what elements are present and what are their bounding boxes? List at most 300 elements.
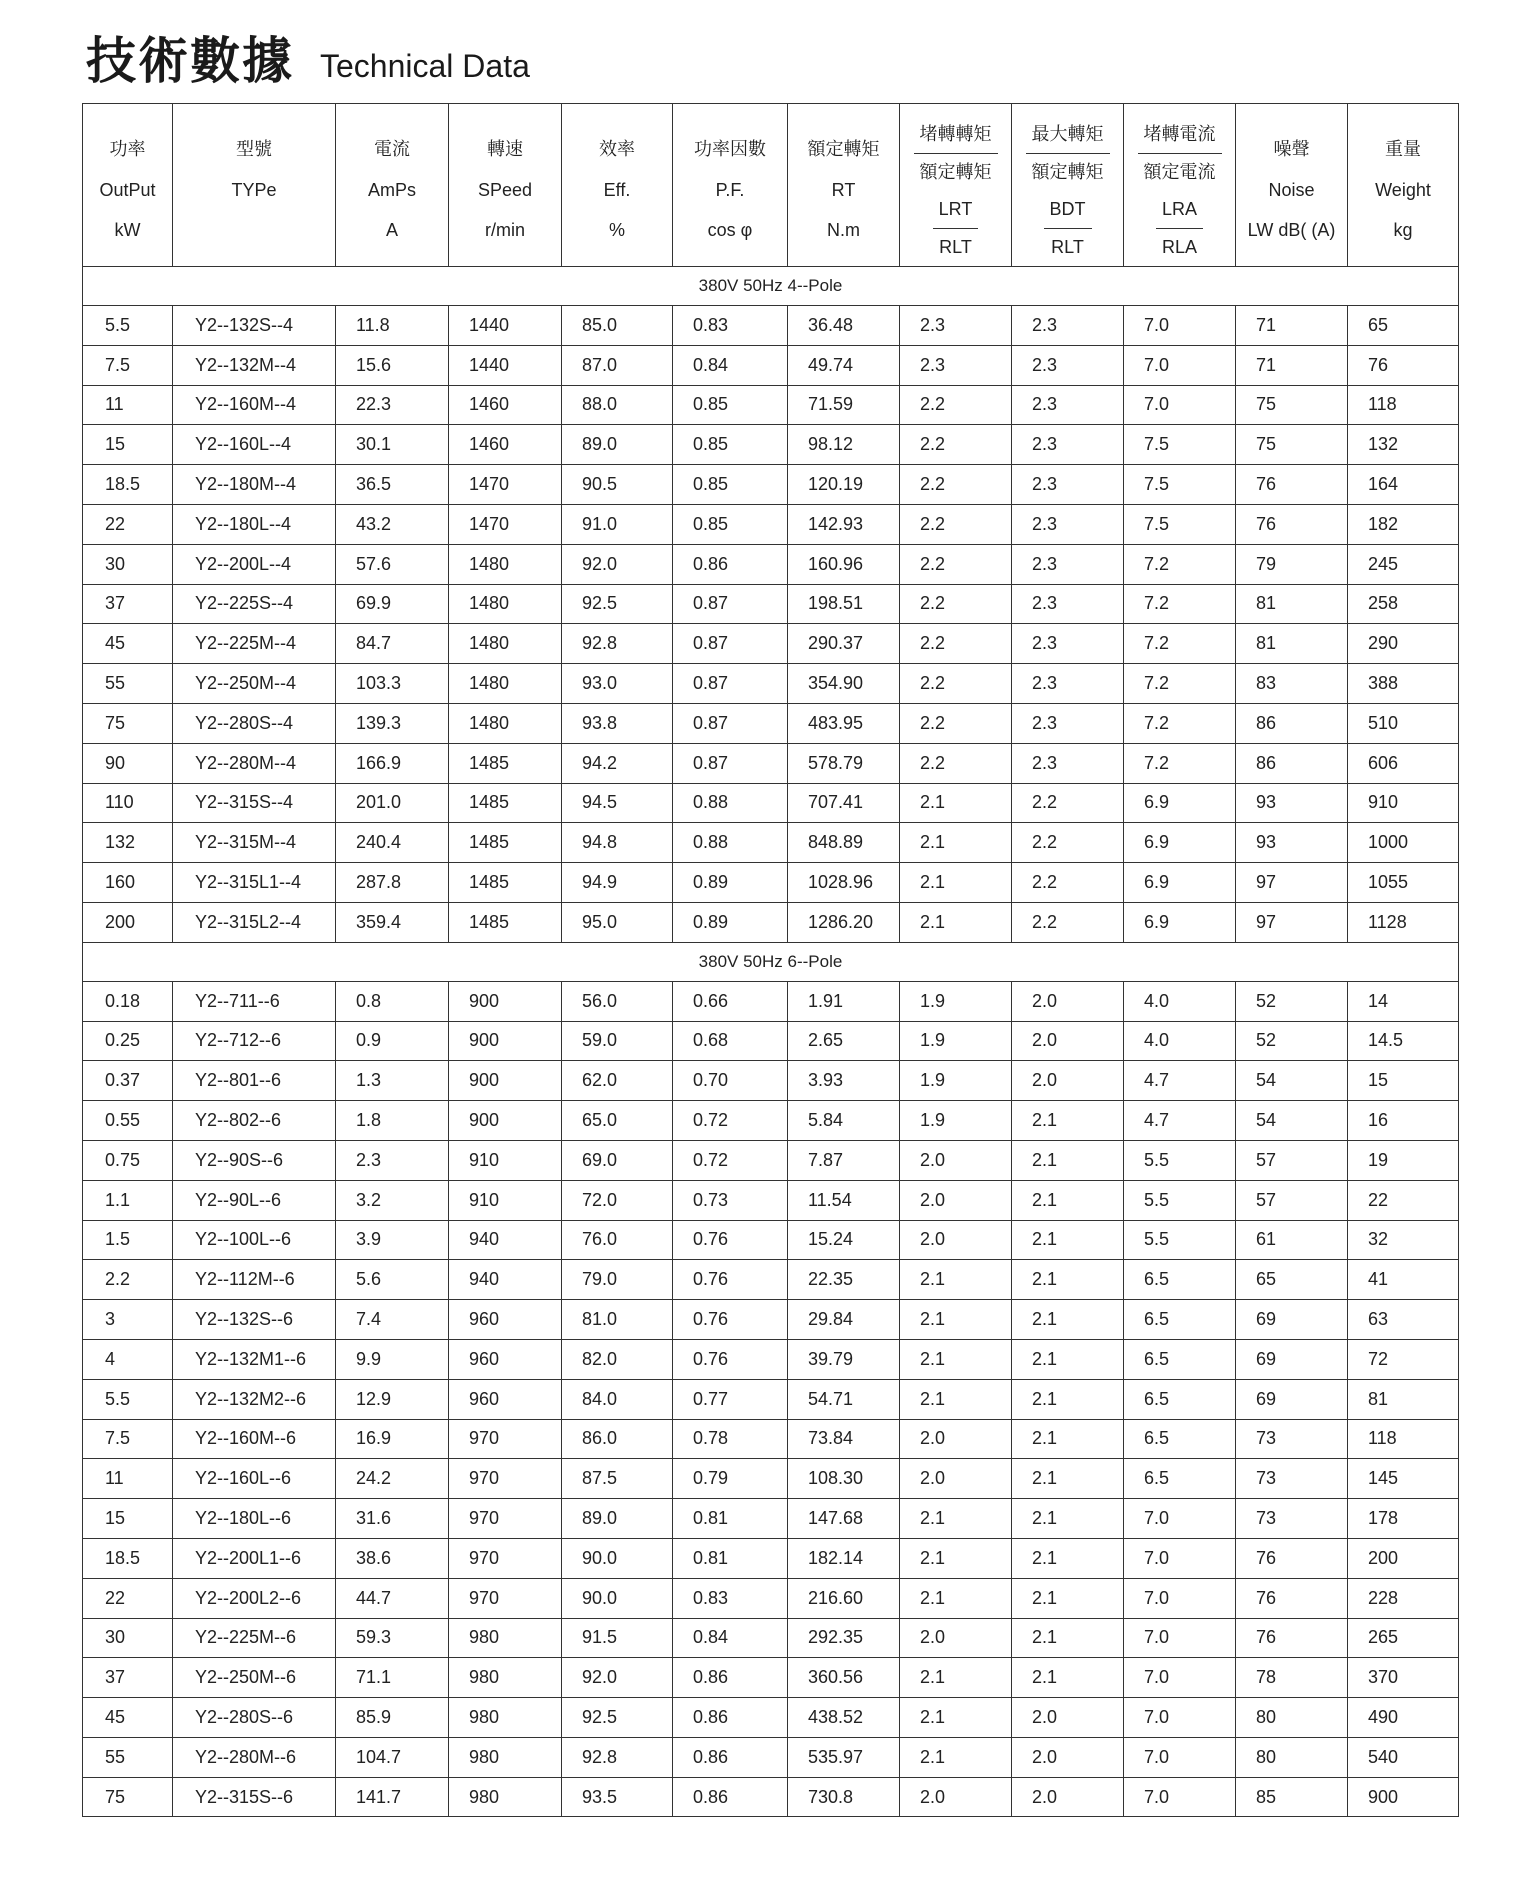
cell-rt: 39.79 [788, 1339, 900, 1379]
cell-speed: 1440 [449, 306, 562, 346]
cell-amps: 24.2 [336, 1459, 449, 1499]
cell-lra-rla: 4.0 [1124, 981, 1236, 1021]
cell-bdt-rlt: 2.1 [1012, 1499, 1124, 1539]
cell-eff: 82.0 [562, 1339, 673, 1379]
cell-amps: 1.8 [336, 1101, 449, 1141]
cell-lrt-rlt: 2.1 [900, 1578, 1012, 1618]
cell-pf: 0.86 [673, 544, 788, 584]
cell-speed: 980 [449, 1777, 562, 1817]
cell-rt: 22.35 [788, 1260, 900, 1300]
cell-rt: 483.95 [788, 703, 900, 743]
cell-pf: 0.87 [673, 584, 788, 624]
cell-type: Y2--112M--6 [173, 1260, 336, 1300]
cell-pf: 0.84 [673, 1618, 788, 1658]
cell-weight: 370 [1348, 1658, 1459, 1698]
header-line: 功率 [109, 139, 146, 160]
cell-bdt-rlt: 2.1 [1012, 1101, 1124, 1141]
cell-rt: 360.56 [788, 1658, 900, 1698]
cell-amps: 0.8 [336, 981, 449, 1021]
header-line: 重量 [1385, 139, 1421, 160]
cell-output: 22 [83, 1578, 173, 1618]
cell-noise: 93 [1236, 823, 1348, 863]
table-row [83, 823, 1459, 863]
cell-rt: 142.93 [788, 504, 900, 544]
cell-lrt-rlt: 2.2 [900, 624, 1012, 664]
cell-rt: 290.37 [788, 624, 900, 664]
header-line: RT [831, 180, 856, 200]
cell-pf: 0.70 [673, 1061, 788, 1101]
cell-type: Y2--200L--4 [173, 544, 336, 584]
cell-pf: 0.88 [673, 823, 788, 863]
cell-eff: 91.0 [562, 504, 673, 544]
cell-noise: 97 [1236, 863, 1348, 903]
header-line: LRT [933, 191, 979, 229]
cell-weight: 72 [1348, 1339, 1459, 1379]
cell-pf: 0.85 [673, 385, 788, 425]
cell-speed: 980 [449, 1737, 562, 1777]
cell-speed: 1480 [449, 664, 562, 704]
header-line: 噪聲 [1273, 139, 1310, 160]
cell-noise: 83 [1236, 664, 1348, 704]
cell-amps: 1.3 [336, 1061, 449, 1101]
cell-rt: 11.54 [788, 1180, 900, 1220]
cell-lra-rla: 7.0 [1124, 1538, 1236, 1578]
cell-amps: 59.3 [336, 1618, 449, 1658]
cell-eff: 72.0 [562, 1180, 673, 1220]
header-line: 額定轉矩 [1031, 162, 1104, 183]
cell-lra-rla: 7.2 [1124, 544, 1236, 584]
header-rt [788, 104, 900, 267]
cell-amps: 43.2 [336, 504, 449, 544]
header-weight [1348, 104, 1459, 267]
cell-eff: 92.8 [562, 624, 673, 664]
cell-speed: 1485 [449, 783, 562, 823]
cell-rt: 1028.96 [788, 863, 900, 903]
cell-rt: 730.8 [788, 1777, 900, 1817]
cell-bdt-rlt: 2.0 [1012, 1737, 1124, 1777]
cell-amps: 359.4 [336, 902, 449, 942]
header-type [173, 104, 336, 267]
cell-type: Y2--280M--4 [173, 743, 336, 783]
header-speed [449, 104, 562, 267]
table-row [83, 783, 1459, 823]
cell-type: Y2--200L1--6 [173, 1538, 336, 1578]
cell-noise: 65 [1236, 1260, 1348, 1300]
cell-weight: 118 [1348, 1419, 1459, 1459]
cell-amps: 240.4 [336, 823, 449, 863]
table-row [83, 1300, 1459, 1340]
cell-eff: 85.0 [562, 306, 673, 346]
cell-output: 18.5 [83, 465, 173, 505]
cell-noise: 69 [1236, 1300, 1348, 1340]
cell-speed: 910 [449, 1180, 562, 1220]
header-line: 堵轉電流 [1138, 116, 1222, 154]
header-line: cos φ [707, 220, 753, 240]
cell-pf: 0.77 [673, 1379, 788, 1419]
table-row [83, 1180, 1459, 1220]
cell-lra-rla: 7.0 [1124, 1658, 1236, 1698]
cell-pf: 0.86 [673, 1658, 788, 1698]
cell-weight: 63 [1348, 1300, 1459, 1340]
cell-speed: 970 [449, 1578, 562, 1618]
header-lrt-rlt [900, 104, 1012, 267]
cell-speed: 1480 [449, 624, 562, 664]
cell-rt: 535.97 [788, 1737, 900, 1777]
cell-lra-rla: 7.5 [1124, 465, 1236, 505]
cell-lrt-rlt: 2.0 [900, 1777, 1012, 1817]
cell-bdt-rlt: 2.1 [1012, 1339, 1124, 1379]
table-row [83, 863, 1459, 903]
cell-bdt-rlt: 2.1 [1012, 1140, 1124, 1180]
cell-noise: 71 [1236, 306, 1348, 346]
cell-bdt-rlt: 2.3 [1012, 385, 1124, 425]
cell-bdt-rlt: 2.2 [1012, 902, 1124, 942]
cell-eff: 94.2 [562, 743, 673, 783]
title-english: Technical Data [320, 48, 530, 84]
header-line: 額定電流 [1143, 162, 1216, 183]
table-row [83, 981, 1459, 1021]
cell-type: Y2--160M--4 [173, 385, 336, 425]
cell-output: 7.5 [83, 345, 173, 385]
cell-noise: 54 [1236, 1061, 1348, 1101]
cell-type: Y2--90S--6 [173, 1140, 336, 1180]
cell-lrt-rlt: 2.1 [900, 783, 1012, 823]
cell-lra-rla: 7.2 [1124, 743, 1236, 783]
cell-rt: 5.84 [788, 1101, 900, 1141]
cell-pf: 0.88 [673, 783, 788, 823]
cell-pf: 0.76 [673, 1339, 788, 1379]
cell-amps: 12.9 [336, 1379, 449, 1419]
header-line: Eff. [603, 180, 631, 200]
cell-noise: 73 [1236, 1459, 1348, 1499]
cell-amps: 3.2 [336, 1180, 449, 1220]
cell-type: Y2--225M--6 [173, 1618, 336, 1658]
cell-rt: 182.14 [788, 1538, 900, 1578]
cell-lrt-rlt: 2.2 [900, 425, 1012, 465]
cell-lrt-rlt: 2.1 [900, 1737, 1012, 1777]
cell-lra-rla: 4.0 [1124, 1021, 1236, 1061]
cell-lra-rla: 5.5 [1124, 1180, 1236, 1220]
cell-output: 4 [83, 1339, 173, 1379]
cell-lrt-rlt: 2.0 [900, 1180, 1012, 1220]
cell-type: Y2--90L--6 [173, 1180, 336, 1220]
cell-amps: 201.0 [336, 783, 449, 823]
cell-noise: 85 [1236, 1777, 1348, 1817]
cell-pf: 0.87 [673, 624, 788, 664]
header-bdt-rlt [1012, 104, 1124, 267]
cell-type: Y2--160M--6 [173, 1419, 336, 1459]
table-row [83, 1737, 1459, 1777]
cell-lrt-rlt: 2.1 [900, 1538, 1012, 1578]
cell-eff: 76.0 [562, 1220, 673, 1260]
cell-eff: 65.0 [562, 1101, 673, 1141]
cell-pf: 0.86 [673, 1737, 788, 1777]
table-row [83, 1101, 1459, 1141]
cell-rt: 98.12 [788, 425, 900, 465]
cell-amps: 166.9 [336, 743, 449, 783]
header-noise [1236, 104, 1348, 267]
cell-type: Y2--315S--6 [173, 1777, 336, 1817]
cell-amps: 57.6 [336, 544, 449, 584]
cell-noise: 57 [1236, 1140, 1348, 1180]
cell-weight: 1055 [1348, 863, 1459, 903]
cell-type: Y2--315M--4 [173, 823, 336, 863]
cell-pf: 0.72 [673, 1140, 788, 1180]
cell-amps: 84.7 [336, 624, 449, 664]
header-line: RLT [1051, 237, 1084, 257]
cell-speed: 1480 [449, 703, 562, 743]
cell-pf: 0.87 [673, 703, 788, 743]
cell-weight: 490 [1348, 1698, 1459, 1738]
cell-rt: 120.19 [788, 465, 900, 505]
header-amps [336, 104, 449, 267]
cell-output: 3 [83, 1300, 173, 1340]
cell-output: 0.18 [83, 981, 173, 1021]
cell-eff: 69.0 [562, 1140, 673, 1180]
section-label: 380V 50Hz 4--Pole [83, 267, 1459, 306]
cell-bdt-rlt: 2.3 [1012, 584, 1124, 624]
cell-noise: 54 [1236, 1101, 1348, 1141]
cell-type: Y2--225M--4 [173, 624, 336, 664]
cell-speed: 980 [449, 1618, 562, 1658]
cell-lra-rla: 6.9 [1124, 823, 1236, 863]
cell-output: 37 [83, 1658, 173, 1698]
cell-lrt-rlt: 1.9 [900, 1021, 1012, 1061]
cell-lra-rla: 7.2 [1124, 664, 1236, 704]
cell-speed: 900 [449, 1021, 562, 1061]
cell-lra-rla: 4.7 [1124, 1061, 1236, 1101]
cell-pf: 0.78 [673, 1419, 788, 1459]
cell-weight: 14 [1348, 981, 1459, 1021]
table-row [83, 1777, 1459, 1817]
cell-rt: 73.84 [788, 1419, 900, 1459]
table-row [83, 345, 1459, 385]
table-row [83, 1698, 1459, 1738]
cell-lra-rla: 6.9 [1124, 902, 1236, 942]
cell-bdt-rlt: 2.1 [1012, 1379, 1124, 1419]
cell-weight: 258 [1348, 584, 1459, 624]
cell-speed: 980 [449, 1658, 562, 1698]
cell-bdt-rlt: 2.0 [1012, 981, 1124, 1021]
cell-output: 15 [83, 425, 173, 465]
cell-eff: 93.8 [562, 703, 673, 743]
cell-amps: 0.9 [336, 1021, 449, 1061]
cell-noise: 76 [1236, 465, 1348, 505]
cell-speed: 970 [449, 1499, 562, 1539]
table-row [83, 743, 1459, 783]
header-line: Weight [1375, 180, 1431, 200]
cell-rt: 71.59 [788, 385, 900, 425]
header-line [251, 210, 256, 250]
cell-amps: 104.7 [336, 1737, 449, 1777]
cell-lrt-rlt: 2.0 [900, 1419, 1012, 1459]
cell-speed: 970 [449, 1419, 562, 1459]
cell-rt: 354.90 [788, 664, 900, 704]
table-row [83, 1339, 1459, 1379]
cell-output: 15 [83, 1499, 173, 1539]
cell-weight: 200 [1348, 1538, 1459, 1578]
cell-lrt-rlt: 2.2 [900, 465, 1012, 505]
cell-lra-rla: 7.5 [1124, 425, 1236, 465]
cell-weight: 540 [1348, 1737, 1459, 1777]
header-line: 轉速 [487, 139, 523, 160]
cell-eff: 93.0 [562, 664, 673, 704]
cell-lrt-rlt: 2.3 [900, 306, 1012, 346]
cell-speed: 960 [449, 1300, 562, 1340]
cell-weight: 15 [1348, 1061, 1459, 1101]
cell-output: 45 [83, 624, 173, 664]
cell-lra-rla: 7.2 [1124, 624, 1236, 664]
table-row [83, 1459, 1459, 1499]
cell-weight: 118 [1348, 385, 1459, 425]
cell-lrt-rlt: 2.2 [900, 743, 1012, 783]
cell-rt: 292.35 [788, 1618, 900, 1658]
cell-type: Y2--280M--6 [173, 1737, 336, 1777]
cell-lrt-rlt: 2.1 [900, 1300, 1012, 1340]
cell-eff: 92.5 [562, 584, 673, 624]
cell-lra-rla: 7.0 [1124, 1499, 1236, 1539]
cell-output: 110 [83, 783, 173, 823]
cell-amps: 5.6 [336, 1260, 449, 1300]
cell-pf: 0.87 [673, 743, 788, 783]
cell-pf: 0.73 [673, 1180, 788, 1220]
cell-bdt-rlt: 2.3 [1012, 544, 1124, 584]
cell-noise: 76 [1236, 1538, 1348, 1578]
cell-pf: 0.85 [673, 425, 788, 465]
cell-bdt-rlt: 2.1 [1012, 1419, 1124, 1459]
cell-amps: 9.9 [336, 1339, 449, 1379]
cell-lrt-rlt: 2.2 [900, 385, 1012, 425]
cell-rt: 15.24 [788, 1220, 900, 1260]
cell-speed: 940 [449, 1220, 562, 1260]
cell-bdt-rlt: 2.2 [1012, 783, 1124, 823]
cell-eff: 88.0 [562, 385, 673, 425]
cell-lrt-rlt: 2.1 [900, 1499, 1012, 1539]
cell-bdt-rlt: 2.0 [1012, 1021, 1124, 1061]
cell-lra-rla: 6.9 [1124, 863, 1236, 903]
section-label: 380V 50Hz 6--Pole [83, 942, 1459, 981]
table-row [83, 624, 1459, 664]
header-line: 效率 [599, 139, 635, 160]
cell-amps: 31.6 [336, 1499, 449, 1539]
cell-type: Y2--132M2--6 [173, 1379, 336, 1419]
cell-lrt-rlt: 2.2 [900, 584, 1012, 624]
cell-noise: 81 [1236, 624, 1348, 664]
cell-bdt-rlt: 2.1 [1012, 1300, 1124, 1340]
cell-rt: 7.87 [788, 1140, 900, 1180]
table-row [83, 1379, 1459, 1419]
header-line: 功率因數 [694, 139, 766, 160]
cell-lra-rla: 6.5 [1124, 1459, 1236, 1499]
cell-weight: 910 [1348, 783, 1459, 823]
cell-lrt-rlt: 2.1 [900, 823, 1012, 863]
cell-pf: 0.89 [673, 902, 788, 942]
cell-output: 45 [83, 1698, 173, 1738]
cell-bdt-rlt: 2.1 [1012, 1220, 1124, 1260]
cell-lra-rla: 7.0 [1124, 1737, 1236, 1777]
cell-bdt-rlt: 2.3 [1012, 306, 1124, 346]
cell-amps: 22.3 [336, 385, 449, 425]
cell-rt: 578.79 [788, 743, 900, 783]
cell-eff: 84.0 [562, 1379, 673, 1419]
cell-bdt-rlt: 2.1 [1012, 1618, 1124, 1658]
cell-eff: 90.5 [562, 465, 673, 505]
cell-noise: 80 [1236, 1698, 1348, 1738]
cell-eff: 93.5 [562, 1777, 673, 1817]
cell-type: Y2--225S--4 [173, 584, 336, 624]
table-row [83, 664, 1459, 704]
cell-lrt-rlt: 2.2 [900, 544, 1012, 584]
cell-lrt-rlt: 2.1 [900, 863, 1012, 903]
cell-speed: 970 [449, 1459, 562, 1499]
cell-output: 132 [83, 823, 173, 863]
cell-pf: 0.85 [673, 504, 788, 544]
cell-bdt-rlt: 2.3 [1012, 624, 1124, 664]
cell-noise: 73 [1236, 1499, 1348, 1539]
cell-noise: 93 [1236, 783, 1348, 823]
header-line: P.F. [715, 180, 745, 200]
cell-weight: 81 [1348, 1379, 1459, 1419]
cell-type: Y2--132S--6 [173, 1300, 336, 1340]
cell-rt: 438.52 [788, 1698, 900, 1738]
cell-eff: 90.0 [562, 1578, 673, 1618]
header-line: % [608, 220, 625, 240]
cell-type: Y2--100L--6 [173, 1220, 336, 1260]
cell-output: 160 [83, 863, 173, 903]
cell-pf: 0.83 [673, 306, 788, 346]
table-body [83, 267, 1459, 1817]
cell-weight: 1000 [1348, 823, 1459, 863]
technical-data-table [82, 103, 1459, 1817]
header-line: N.m [827, 220, 860, 240]
cell-output: 55 [83, 1737, 173, 1777]
cell-bdt-rlt: 2.3 [1012, 703, 1124, 743]
cell-pf: 0.66 [673, 981, 788, 1021]
cell-eff: 92.0 [562, 1658, 673, 1698]
cell-noise: 79 [1236, 544, 1348, 584]
cell-noise: 78 [1236, 1658, 1348, 1698]
cell-speed: 1460 [449, 385, 562, 425]
cell-speed: 980 [449, 1698, 562, 1738]
header-output [83, 104, 173, 267]
cell-pf: 0.81 [673, 1538, 788, 1578]
cell-weight: 164 [1348, 465, 1459, 505]
cell-pf: 0.86 [673, 1777, 788, 1817]
cell-weight: 145 [1348, 1459, 1459, 1499]
table-row [83, 1061, 1459, 1101]
cell-lrt-rlt: 2.1 [900, 1379, 1012, 1419]
cell-bdt-rlt: 2.1 [1012, 1260, 1124, 1300]
cell-type: Y2--180M--4 [173, 465, 336, 505]
section-row [83, 267, 1459, 306]
cell-type: Y2--315L1--4 [173, 863, 336, 903]
cell-speed: 1460 [449, 425, 562, 465]
cell-weight: 14.5 [1348, 1021, 1459, 1061]
table-row [83, 1260, 1459, 1300]
cell-noise: 75 [1236, 425, 1348, 465]
cell-output: 1.5 [83, 1220, 173, 1260]
cell-type: Y2--160L--4 [173, 425, 336, 465]
cell-weight: 41 [1348, 1260, 1459, 1300]
cell-lra-rla: 7.0 [1124, 1777, 1236, 1817]
cell-lrt-rlt: 2.2 [900, 504, 1012, 544]
cell-lrt-rlt: 2.2 [900, 664, 1012, 704]
cell-bdt-rlt: 2.1 [1012, 1538, 1124, 1578]
cell-weight: 22 [1348, 1180, 1459, 1220]
cell-pf: 0.84 [673, 345, 788, 385]
cell-noise: 69 [1236, 1339, 1348, 1379]
cell-lra-rla: 7.0 [1124, 1578, 1236, 1618]
